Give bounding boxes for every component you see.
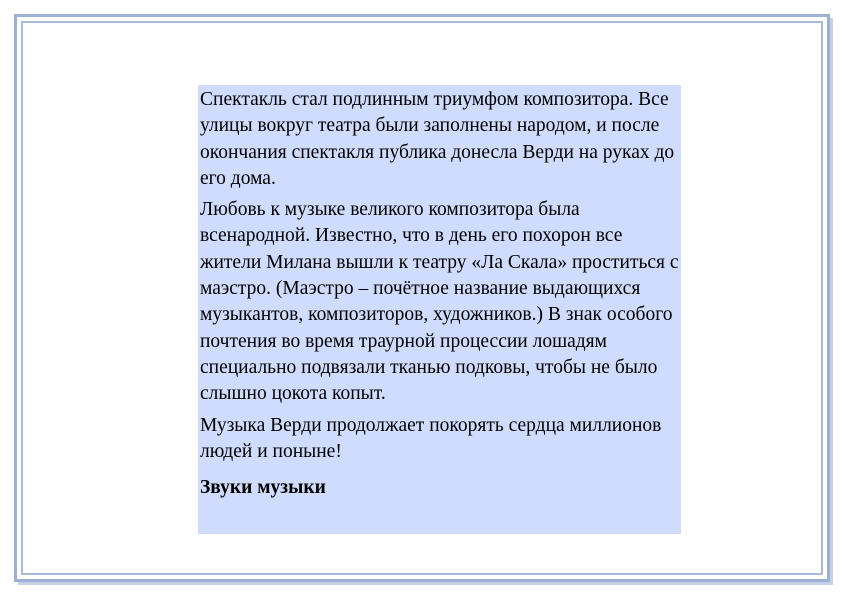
frame-shadow-right <box>830 18 833 585</box>
text-block <box>198 85 681 534</box>
paragraph-triumph: Спектакль стал подлинным триумфом композитора. Все улицы вокруг театра были заполнены народом, и после окончания спектакля публика донесла Верди на руках до его дома. <box>200 89 675 189</box>
section-heading: Звуки музыки <box>200 477 326 499</box>
frame-shadow-bottom <box>18 582 833 585</box>
paragraph-love: Любовь к музыке великого композитора была всенародной. Известно, что в день его похорон все жители Милана вышли к театру «Ла Скала» проститься с маэстро. (Маэстро – почётное название выдающихся музыкантов, композиторов, художников.) В знак особого почтения во время траурной процессии лошадям специально подвязали тканью подковы, чтобы не было слышно цокота копыт. <box>200 199 679 405</box>
paragraph-music: Музыка Верди продолжает покорять сердца миллионов людей и поныне! <box>200 414 662 462</box>
